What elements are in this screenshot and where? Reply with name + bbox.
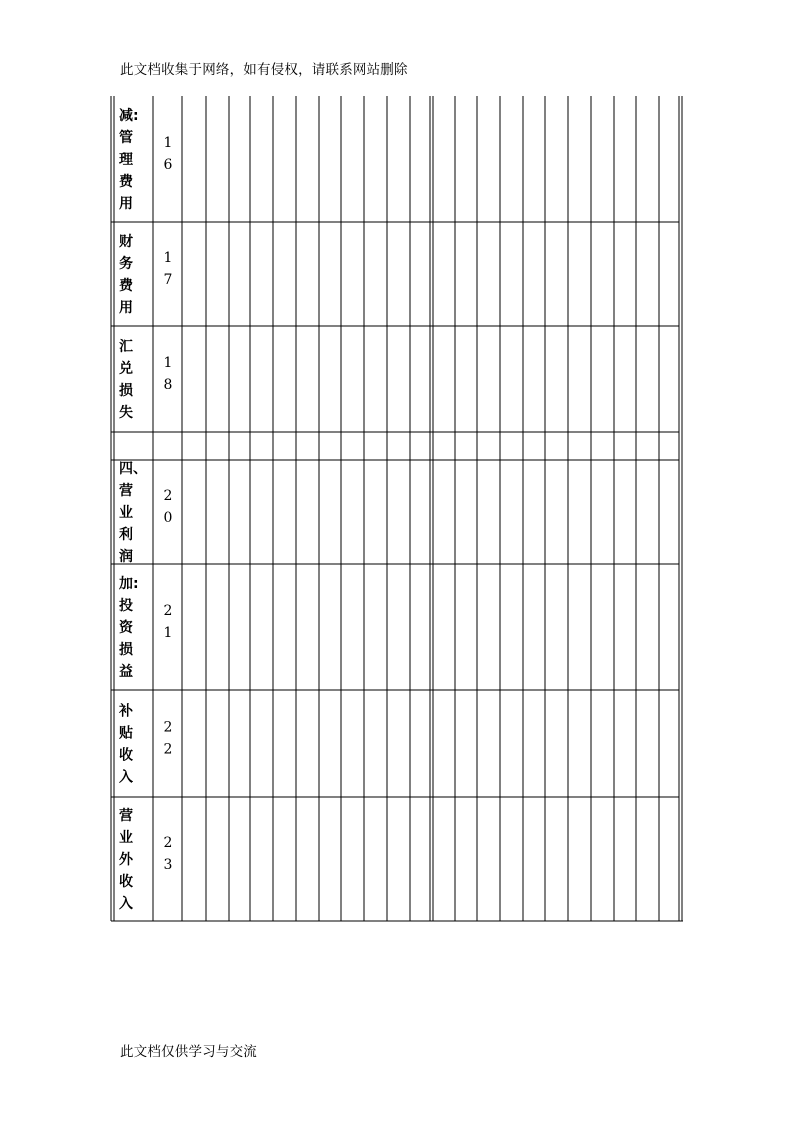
row-label-char: 资 bbox=[119, 620, 133, 636]
row-label-char: 收 bbox=[119, 747, 133, 764]
row-label-char: 利 bbox=[119, 527, 133, 543]
row-number-digit: 1 bbox=[163, 250, 173, 266]
row-number-digit: 6 bbox=[163, 157, 173, 173]
row-label-char: 润 bbox=[119, 549, 133, 565]
row-label-char: 费 bbox=[119, 278, 133, 294]
row-number-digit: 2 bbox=[163, 835, 173, 851]
row-label-char: 入 bbox=[119, 896, 133, 912]
row-number-digit: 1 bbox=[163, 625, 173, 641]
row-number-digit: 0 bbox=[163, 510, 173, 526]
row-label-char: 汇 bbox=[119, 339, 133, 355]
row-label-char: 投 bbox=[119, 598, 133, 614]
row-label-char: 收 bbox=[119, 874, 133, 890]
row-label-char: 加: bbox=[119, 576, 139, 592]
row-label-char: 损 bbox=[119, 642, 133, 658]
row-label-char: 费 bbox=[119, 174, 133, 190]
row-label-char: 兑 bbox=[119, 361, 133, 377]
row-label-char: 财 bbox=[119, 234, 133, 250]
row-label-char: 外 bbox=[119, 852, 133, 868]
row-label-char: 补 bbox=[119, 703, 133, 720]
page-footer-note: 此文档仅供学习与交流 bbox=[120, 1044, 257, 1060]
row-number-digit: 7 bbox=[163, 272, 173, 288]
row-label-char: 业 bbox=[119, 830, 133, 846]
row-label-char: 营 bbox=[119, 808, 133, 824]
row-label-char: 营 bbox=[119, 483, 133, 499]
row-label-char: 务 bbox=[119, 256, 133, 272]
row-label-char: 用 bbox=[119, 300, 133, 316]
page-header-note: 此文档收集于网络，如有侵权，请联系网站删除 bbox=[120, 62, 408, 78]
row-number-digit: 8 bbox=[163, 377, 173, 393]
row-label-char: 理 bbox=[119, 152, 133, 168]
row-label-char: 四、 bbox=[119, 461, 147, 477]
row-number-digit: 3 bbox=[163, 857, 173, 873]
row-label-char: 业 bbox=[119, 505, 133, 521]
row-label-char: 损 bbox=[119, 383, 133, 399]
row-label-char: 失 bbox=[119, 405, 133, 421]
row-number-digit: 1 bbox=[163, 135, 173, 151]
row-label-char: 益 bbox=[119, 664, 133, 680]
row-label-char: 用 bbox=[119, 196, 133, 212]
row-label-char: 入 bbox=[119, 769, 133, 786]
row-label-char: 减: bbox=[119, 108, 139, 124]
row-number-digit: 2 bbox=[163, 488, 173, 504]
row-number-digit: 2 bbox=[163, 719, 173, 736]
row-label-char: 贴 bbox=[119, 725, 133, 742]
row-number-digit: 2 bbox=[163, 603, 173, 619]
row-number-digit: 2 bbox=[163, 741, 173, 758]
row-number-digit: 1 bbox=[163, 355, 173, 371]
row-label-char: 管 bbox=[119, 130, 133, 146]
